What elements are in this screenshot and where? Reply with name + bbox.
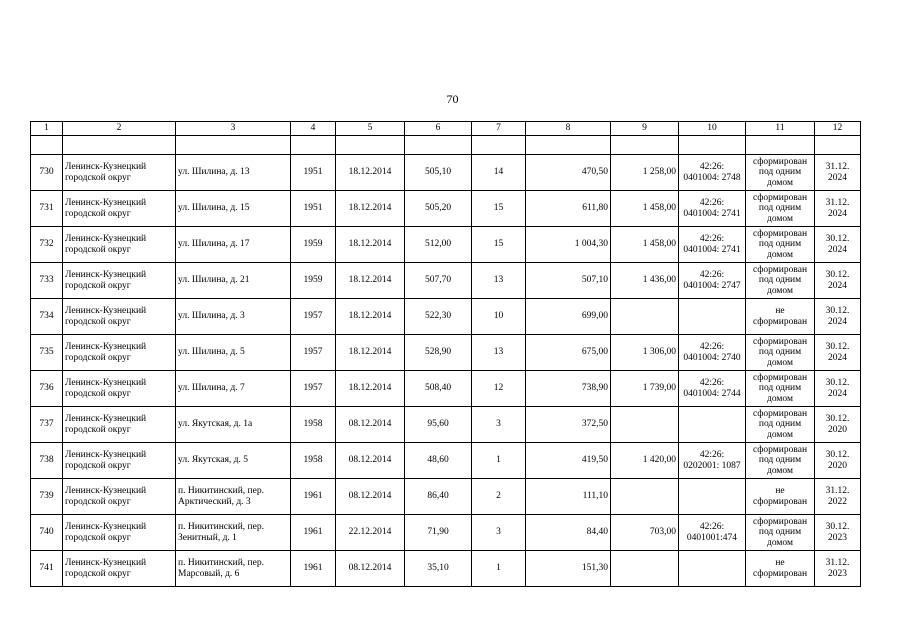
cadastral-number-cell: 42:26: 0401004: 2741: [679, 227, 746, 263]
residents-cell: 3: [472, 407, 526, 443]
address-cell: п. Никитинский, пер. Марсовый, д. 6: [176, 551, 291, 587]
residents-cell: 10: [472, 299, 526, 335]
land-area-cell: 84,40: [526, 515, 611, 551]
land-area-cell: 470,50: [526, 155, 611, 191]
deadline-cell: 31.12. 2022: [815, 479, 861, 515]
table-row: [31, 263, 861, 299]
plot-area-cell: [611, 299, 679, 335]
residents-cell: 14: [472, 155, 526, 191]
column-number-header-row: [31, 122, 861, 136]
area-cell: 35,10: [405, 551, 472, 587]
column-header: 8: [526, 122, 611, 136]
plot-status-cell: сформирован под одним домом: [746, 407, 815, 443]
column-header: 12: [815, 122, 861, 136]
area-cell: 71,90: [405, 515, 472, 551]
address-cell: ул. Шилина, д. 7: [176, 371, 291, 407]
column-header: 10: [679, 122, 746, 136]
land-area-cell: 699,00: [526, 299, 611, 335]
address-cell: ул. Шилина, д. 13: [176, 155, 291, 191]
column-header: 3: [176, 122, 291, 136]
date-cell: 18.12.2014: [336, 263, 405, 299]
row-number-cell: 739: [31, 479, 63, 515]
plot-status-cell: не сформирован: [746, 299, 815, 335]
table-row: [31, 227, 861, 263]
column-header: 7: [472, 122, 526, 136]
cadastral-number-cell: [679, 551, 746, 587]
year-built-cell: 1961: [291, 479, 336, 515]
address-cell: ул. Шилина, д. 17: [176, 227, 291, 263]
municipality-cell: Ленинск-Кузнецкий городской округ: [63, 479, 176, 515]
address-cell: ул. Якутская, д. 5: [176, 443, 291, 479]
table-row: [31, 443, 861, 479]
address-cell: ул. Шилина, д. 3: [176, 299, 291, 335]
date-cell: 08.12.2014: [336, 551, 405, 587]
deadline-cell: 30.12. 2020: [815, 407, 861, 443]
table-row: [31, 479, 861, 515]
date-cell: 18.12.2014: [336, 191, 405, 227]
cadastral-number-cell: 42:26: 0401004: 2740: [679, 335, 746, 371]
year-built-cell: 1958: [291, 443, 336, 479]
plot-status-cell: сформирован под одним домом: [746, 443, 815, 479]
residents-cell: 15: [472, 191, 526, 227]
year-built-cell: 1957: [291, 371, 336, 407]
deadline-cell: 30.12. 2024: [815, 371, 861, 407]
area-cell: 508,40: [405, 371, 472, 407]
page-number: 70: [446, 92, 459, 106]
area-cell: 48,60: [405, 443, 472, 479]
land-area-cell: 111,10: [526, 479, 611, 515]
row-number-cell: 738: [31, 443, 63, 479]
date-cell: 18.12.2014: [336, 371, 405, 407]
residents-cell: 15: [472, 227, 526, 263]
area-cell: 507,70: [405, 263, 472, 299]
municipality-cell: Ленинск-Кузнецкий городской округ: [63, 407, 176, 443]
municipality-cell: Ленинск-Кузнецкий городской округ: [63, 515, 176, 551]
plot-status-cell: сформирован под одним домом: [746, 371, 815, 407]
year-built-cell: 1958: [291, 407, 336, 443]
plot-status-cell: не сформирован: [746, 479, 815, 515]
cadastral-number-cell: 42:26: 0401004: 2741: [679, 191, 746, 227]
cadastral-number-cell: 42:26: 0202001: 1087: [679, 443, 746, 479]
table-row: [31, 551, 861, 587]
year-built-cell: 1951: [291, 155, 336, 191]
row-number-cell: 735: [31, 335, 63, 371]
table-row: [31, 155, 861, 191]
column-header: 9: [611, 122, 679, 136]
residents-cell: 1: [472, 443, 526, 479]
row-number-cell: 736: [31, 371, 63, 407]
plot-area-cell: [611, 551, 679, 587]
plot-status-cell: сформирован под одним домом: [746, 155, 815, 191]
plot-area-cell: 703,00: [611, 515, 679, 551]
deadline-cell: 30.12. 2023: [815, 515, 861, 551]
deadline-cell: 31.12. 2024: [815, 191, 861, 227]
deadline-cell: 30.12. 2024: [815, 227, 861, 263]
plot-area-cell: 1 420,00: [611, 443, 679, 479]
plot-area-cell: 1 436,00: [611, 263, 679, 299]
plot-status-cell: не сформирован: [746, 551, 815, 587]
address-cell: ул. Шилина, д. 15: [176, 191, 291, 227]
residents-cell: 3: [472, 515, 526, 551]
column-header: 1: [31, 122, 63, 136]
address-cell: ул. Якутская, д. 1а: [176, 407, 291, 443]
row-number-cell: 731: [31, 191, 63, 227]
column-header: 2: [63, 122, 176, 136]
table-row: [31, 335, 861, 371]
year-built-cell: 1957: [291, 335, 336, 371]
column-header: 5: [336, 122, 405, 136]
table-row: [31, 515, 861, 551]
area-cell: 95,60: [405, 407, 472, 443]
area-cell: 86,40: [405, 479, 472, 515]
deadline-cell: 30.12. 2024: [815, 335, 861, 371]
cadastral-number-cell: [679, 299, 746, 335]
date-cell: 08.12.2014: [336, 479, 405, 515]
municipality-cell: Ленинск-Кузнецкий городской округ: [63, 551, 176, 587]
year-built-cell: 1959: [291, 227, 336, 263]
year-built-cell: 1951: [291, 191, 336, 227]
plot-status-cell: сформирован под одним домом: [746, 263, 815, 299]
land-area-cell: 611,80: [526, 191, 611, 227]
residents-cell: 12: [472, 371, 526, 407]
column-header: 11: [746, 122, 815, 136]
cadastral-number-cell: [679, 479, 746, 515]
year-built-cell: 1961: [291, 515, 336, 551]
plot-area-cell: 1 306,00: [611, 335, 679, 371]
date-cell: 18.12.2014: [336, 335, 405, 371]
plot-status-cell: сформирован под одним домом: [746, 191, 815, 227]
row-number-cell: 737: [31, 407, 63, 443]
cadastral-number-cell: 42:26: 0401004: 2748: [679, 155, 746, 191]
land-area-cell: 1 004,30: [526, 227, 611, 263]
land-area-cell: 372,50: [526, 407, 611, 443]
area-cell: 505,10: [405, 155, 472, 191]
date-cell: 08.12.2014: [336, 443, 405, 479]
plot-status-cell: сформирован под одним домом: [746, 227, 815, 263]
date-cell: 18.12.2014: [336, 227, 405, 263]
row-number-cell: 733: [31, 263, 63, 299]
cadastral-number-cell: 42:26: 0401004: 2744: [679, 371, 746, 407]
land-area-cell: 419,50: [526, 443, 611, 479]
plot-area-cell: 1 458,00: [611, 191, 679, 227]
municipality-cell: Ленинск-Кузнецкий городской округ: [63, 263, 176, 299]
year-built-cell: 1961: [291, 551, 336, 587]
municipality-cell: Ленинск-Кузнецкий городской округ: [63, 227, 176, 263]
deadline-cell: 31.12. 2024: [815, 155, 861, 191]
housing-registry-table: [30, 121, 861, 587]
deadline-cell: 31.12. 2023: [815, 551, 861, 587]
land-area-cell: 738,90: [526, 371, 611, 407]
row-number-cell: 741: [31, 551, 63, 587]
table-row: [31, 371, 861, 407]
municipality-cell: Ленинск-Кузнецкий городской округ: [63, 191, 176, 227]
address-cell: п. Никитинский, пер. Зенитный, д. 1: [176, 515, 291, 551]
deadline-cell: 30.12. 2024: [815, 263, 861, 299]
date-cell: 18.12.2014: [336, 299, 405, 335]
residents-cell: 13: [472, 263, 526, 299]
cadastral-number-cell: [679, 407, 746, 443]
year-built-cell: 1959: [291, 263, 336, 299]
deadline-cell: 30.12. 2020: [815, 443, 861, 479]
municipality-cell: Ленинск-Кузнецкий городской округ: [63, 155, 176, 191]
column-header: 4: [291, 122, 336, 136]
date-cell: 18.12.2014: [336, 155, 405, 191]
date-cell: 08.12.2014: [336, 407, 405, 443]
table-row: [31, 299, 861, 335]
column-header: 6: [405, 122, 472, 136]
address-cell: ул. Шилина, д. 5: [176, 335, 291, 371]
deadline-cell: 30.12. 2024: [815, 299, 861, 335]
table-row: [31, 407, 861, 443]
land-area-cell: 151,30: [526, 551, 611, 587]
area-cell: 528,90: [405, 335, 472, 371]
year-built-cell: 1957: [291, 299, 336, 335]
plot-area-cell: [611, 479, 679, 515]
municipality-cell: Ленинск-Кузнецкий городской округ: [63, 299, 176, 335]
spacer-row: [31, 136, 861, 155]
land-area-cell: 675,00: [526, 335, 611, 371]
plot-status-cell: сформирован под одним домом: [746, 515, 815, 551]
residents-cell: 2: [472, 479, 526, 515]
plot-area-cell: 1 739,00: [611, 371, 679, 407]
plot-area-cell: 1 258,00: [611, 155, 679, 191]
municipality-cell: Ленинск-Кузнецкий городской округ: [63, 443, 176, 479]
cadastral-number-cell: 42:26: 0401004: 2747: [679, 263, 746, 299]
land-area-cell: 507,10: [526, 263, 611, 299]
area-cell: 512,00: [405, 227, 472, 263]
residents-cell: 1: [472, 551, 526, 587]
row-number-cell: 730: [31, 155, 63, 191]
plot-area-cell: 1 458,00: [611, 227, 679, 263]
area-cell: 522,30: [405, 299, 472, 335]
residents-cell: 13: [472, 335, 526, 371]
address-cell: п. Никитинский, пер. Арктический, д. 3: [176, 479, 291, 515]
table-row: [31, 191, 861, 227]
area-cell: 505,20: [405, 191, 472, 227]
address-cell: ул. Шилина, д. 21: [176, 263, 291, 299]
row-number-cell: 740: [31, 515, 63, 551]
plot-status-cell: сформирован под одним домом: [746, 335, 815, 371]
cadastral-number-cell: 42:26: 0401001:474: [679, 515, 746, 551]
municipality-cell: Ленинск-Кузнецкий городской округ: [63, 371, 176, 407]
municipality-cell: Ленинск-Кузнецкий городской округ: [63, 335, 176, 371]
registry-body: [31, 136, 861, 587]
date-cell: 22.12.2014: [336, 515, 405, 551]
row-number-cell: 732: [31, 227, 63, 263]
plot-area-cell: [611, 407, 679, 443]
row-number-cell: 734: [31, 299, 63, 335]
